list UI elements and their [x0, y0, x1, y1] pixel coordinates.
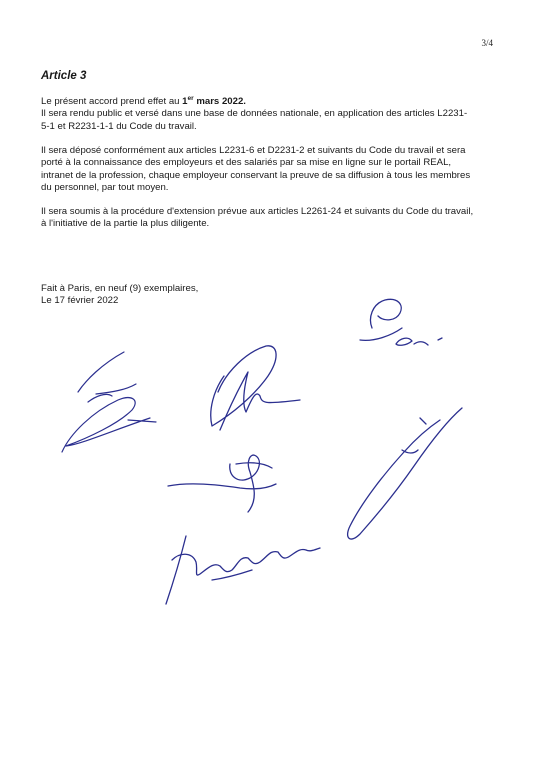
paragraph-line: Il sera soumis à la procédure d'extension prévue aux articles L2261-24 et suivants du Code du travail,	[41, 206, 474, 217]
paragraph-line: du personnel, par tout moyen.	[41, 181, 169, 193]
signing-place-date	[41, 283, 503, 308]
article-paragraph-extension	[41, 206, 503, 231]
paragraph-line: Il sera déposé conformément aux articles L2231-6 et D2231-2 et suivants du Code du travail et sera	[41, 145, 466, 156]
signing-date: Le 17 février 2022	[41, 295, 119, 307]
paragraph-line: 5-1 et R2231-1-1 du Code du travail.	[41, 120, 197, 132]
paragraph-line: Le présent accord prend effet au 1er mars 2022.	[41, 95, 246, 107]
paragraph-line: à l'initiative de la partie la plus diligente.	[41, 218, 210, 230]
signature-4	[168, 455, 276, 512]
signature-6	[166, 536, 320, 604]
signing-place: Fait à Paris, en neuf (9) exemplaires,	[41, 283, 199, 294]
article-paragraph-effective-date	[41, 96, 503, 133]
signature-3	[211, 346, 300, 430]
paragraph-line: porté à la connaissance des employeurs et des salariés par sa mise en ligne sur le portail REAL,	[41, 157, 452, 169]
signature-5	[348, 408, 462, 539]
effective-date: 1er mars 2022.	[182, 95, 246, 107]
signature-2	[62, 352, 156, 452]
paragraph-line: intranet de la profession, chaque employeur conservant la preuve de sa diffusion à tous les membres	[41, 169, 471, 181]
article-title: Article 3	[41, 70, 87, 82]
page-number: 3/4	[481, 38, 493, 48]
paragraph-line: Il sera rendu public et versé dans une base de données nationale, en application des articles L2231-	[41, 108, 468, 120]
article-paragraph-deposit	[41, 145, 503, 194]
